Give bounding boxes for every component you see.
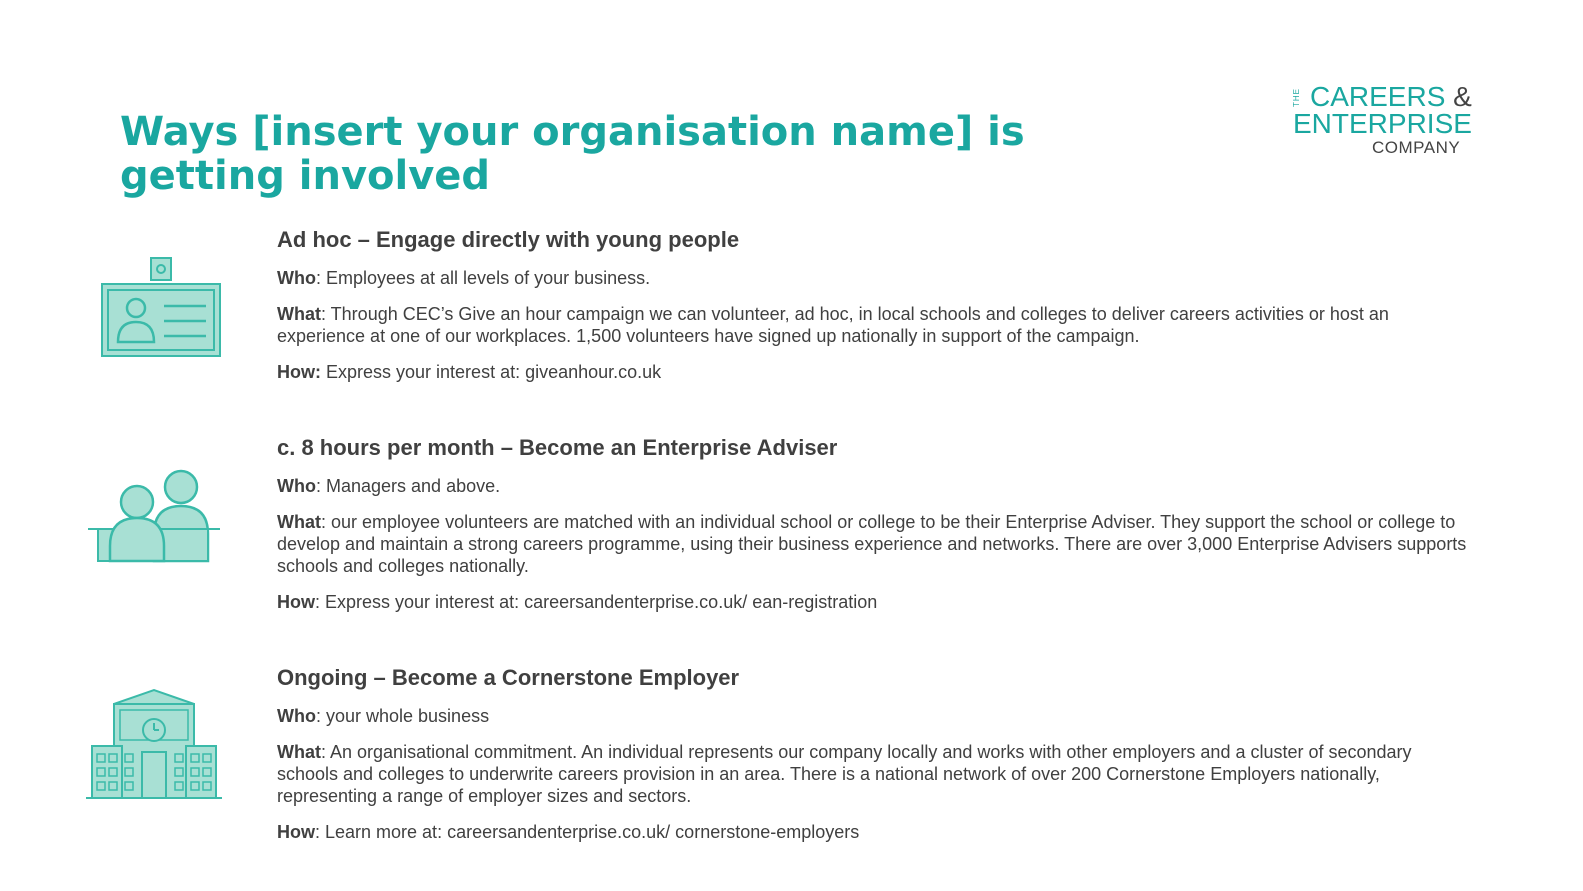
section-heading: Ad hoc – Engage directly with young people <box>277 227 740 252</box>
logo-line-3: COMPANY <box>1372 138 1461 157</box>
what-line: What: our employee volunteers are matched with an individual school or college to be their Enterprise Adviser. They support the school or college to develop and maintain a strong careers programme, using their business experience and networks. There are over 3,000 Enterprise Advisers supports schools and colleges nationally. <box>277 512 1467 576</box>
logo-line-2: ENTERPRISE <box>1293 108 1472 139</box>
company-logo <box>1290 82 1490 162</box>
section-heading: Ongoing – Become a Cornerstone Employer <box>277 665 740 690</box>
what-line: What: An organisational commitment. An individual represents our company locally and works with other employers and a cluster of secondary schools and colleges to underwrite careers provision in an area. There is a national network of over 200 Cornerstone Employers nationally, representing a range of employer sizes and sectors. <box>277 742 1412 806</box>
id-card-icon <box>96 256 226 362</box>
what-line: What: Through CEC’s Give an hour campaign we can volunteer, ad hoc, in local schools and colleges to deliver careers activities or host an experience at one of our workplaces. 1,500 volunteers have signed up nationally in support of the campaign. <box>277 304 1389 346</box>
how-line: How: Express your interest at: giveanhour.co.uk <box>277 362 662 382</box>
section-enterprise-adviser <box>277 434 1467 627</box>
logo-the: THE <box>1292 88 1301 107</box>
how-line: How: Learn more at: careersandenterprise.co.uk/ cornerstone-employers <box>277 822 860 842</box>
who-line: Who: Employees at all levels of your business. <box>277 268 651 288</box>
who-line: Who: Managers and above. <box>277 476 501 496</box>
logo-line-1: CAREERS & <box>1310 81 1472 112</box>
section-heading: c. 8 hours per month – Become an Enterprise Adviser <box>277 435 838 460</box>
how-line: How: Express your interest at: careersandenterprise.co.uk/ ean-registration <box>277 592 878 612</box>
page-title: Ways [insert your organisation name] is getting involved <box>120 109 1025 199</box>
school-building-icon <box>84 688 224 802</box>
people-icon <box>84 466 224 566</box>
who-line: Who: your whole business <box>277 706 490 726</box>
section-cornerstone-employer <box>277 664 1467 857</box>
section-ad-hoc <box>277 226 1467 397</box>
